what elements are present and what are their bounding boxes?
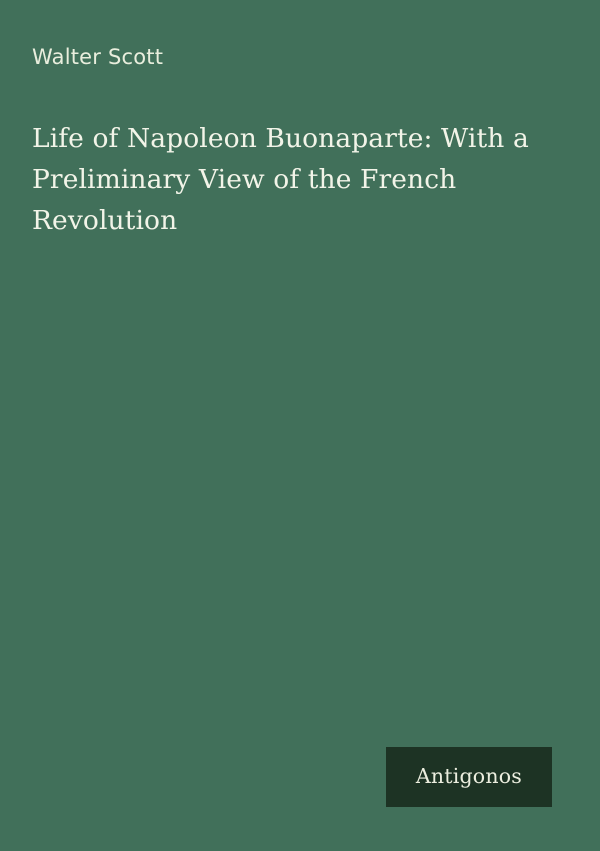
author-name: Walter Scott xyxy=(32,45,164,69)
book-title: Life of Napoleon Buonaparte: With a Preliminary View of the French Revolution xyxy=(32,123,529,236)
publisher-badge: Antigonos xyxy=(386,747,552,808)
